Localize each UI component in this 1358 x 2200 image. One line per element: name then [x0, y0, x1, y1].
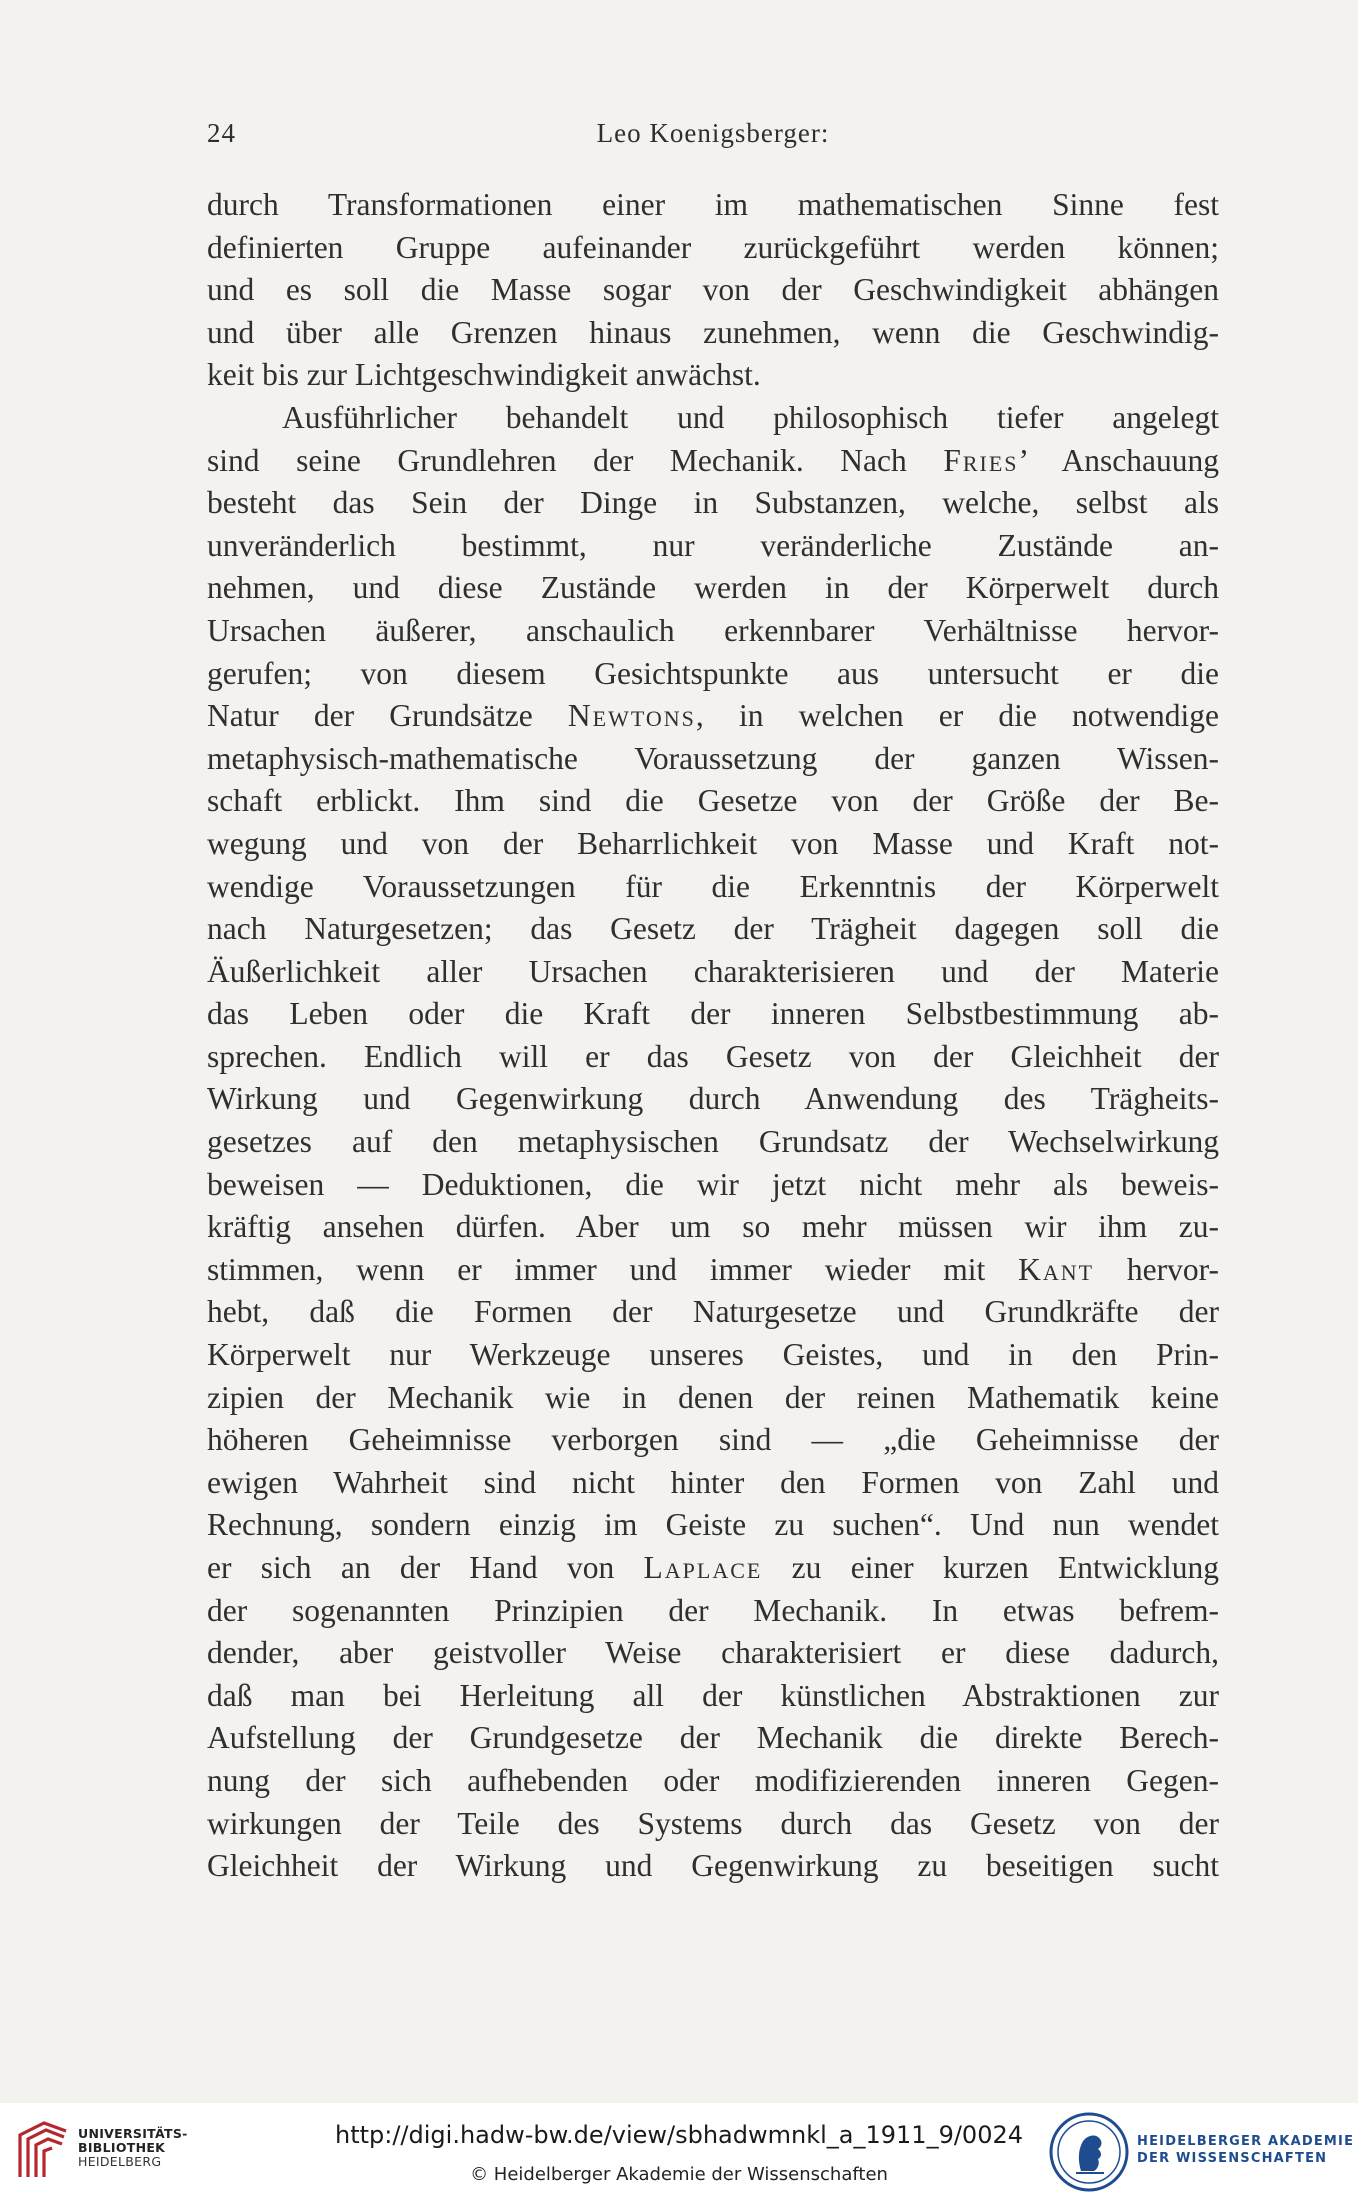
text-line: [207, 1249, 1219, 1292]
text-run: wegung und von der Beharrlichkeit von Masse und Kraft not-: [207, 825, 1219, 861]
text-line: [207, 1206, 1219, 1249]
text-line: [207, 780, 1219, 823]
text-line: [207, 482, 1219, 525]
text-run: dender, aber geistvoller Weise charakterisiert er diese dadurch,: [207, 1635, 1219, 1671]
text-run: Aufstellung der Grundgesetze der Mechanik die direkte Berech-: [207, 1720, 1219, 1756]
text-run: durch Transformationen einer im mathematischen Sinne fest: [207, 187, 1219, 222]
text-run: zipien der Mechanik wie in denen der reinen Mathematik keine: [207, 1379, 1219, 1415]
text-line: [207, 653, 1219, 696]
text-line: [207, 525, 1219, 568]
text-run: besteht das Sein der Dinge in Substanzen, welche, selbst als: [207, 485, 1219, 521]
text-line: [207, 1462, 1219, 1505]
text-line: [207, 1632, 1219, 1675]
text-run: unveränderlich bestimmt, nur veränderliche Zustände an-: [207, 527, 1219, 563]
text-line: [207, 1036, 1219, 1079]
text-run: nung der sich aufhebenden oder modifizierenden inneren Gegen-: [207, 1762, 1219, 1798]
text-run: Ursachen äußerer, anschaulich erkennbarer Verhältnisse hervor-: [207, 612, 1219, 648]
text-run: Wirkung und Gegenwirkung durch Anwendung des Trägheits-: [207, 1081, 1219, 1117]
text-line: [207, 1334, 1219, 1377]
text-run: Rechnung, sondern einzig im Geiste zu suchen“. Und nun wendet: [207, 1507, 1219, 1543]
page-header: [207, 118, 1219, 158]
text-line: [207, 908, 1219, 951]
text-line: [207, 1845, 1219, 1888]
text-run: ewigen Wahrheit sind nicht hinter den Formen von Zahl und: [207, 1464, 1219, 1500]
text-line: [207, 1717, 1219, 1760]
text-line: [207, 610, 1219, 653]
text-line: [207, 1078, 1219, 1121]
text-run: keit bis zur Lichtgeschwindigkeit anwächst.: [207, 357, 761, 393]
text-line: [207, 227, 1219, 270]
running-head: Leo Koenigsberger:: [596, 118, 830, 148]
person-name: Fries: [943, 442, 1019, 478]
text-run: wendige Voraussetzungen für die Erkenntnis der Körperwelt: [207, 868, 1219, 904]
text-run: Äußerlichkeit aller Ursachen charakterisieren und der Materie: [207, 953, 1219, 989]
text-run: hervor-: [1094, 1251, 1219, 1287]
person-name: Kant: [1018, 1251, 1095, 1287]
text-line: [207, 1164, 1219, 1207]
text-line: [207, 1590, 1219, 1633]
text-run: Gleichheit der Wirkung und Gegenwirkung zu beseitigen sucht: [207, 1848, 1219, 1884]
text-line: [207, 1504, 1219, 1547]
footer-bar: [0, 2103, 1358, 2200]
text-run: beweisen — Deduktionen, die wir jetzt nicht mehr als beweis-: [207, 1166, 1219, 1202]
university-library-name: UNIVERSITÄTS- BIBLIOTHEK HEIDELBERG: [78, 2126, 188, 2169]
text-line: [207, 184, 1219, 227]
text-run: gerufen; von diesem Gesichtspunkte aus untersucht er die: [207, 655, 1219, 691]
text-run: nehmen, und diese Zustände werden in der Körperwelt durch: [207, 570, 1219, 606]
text-run: nach Naturgesetzen; das Gesetz der Trägheit dagegen soll die: [207, 911, 1219, 947]
text-run: daß man bei Herleitung all der künstlichen Abstraktionen zur: [207, 1677, 1219, 1713]
text-run: Natur der Grundsätze: [207, 698, 568, 734]
text-run: metaphysisch-mathematische Voraussetzung der ganzen Wissen-: [207, 740, 1219, 776]
text-line: [207, 993, 1219, 1036]
text-line: [207, 738, 1219, 781]
text-run: sprechen. Endlich will er das Gesetz von der Gleichheit der: [207, 1038, 1219, 1074]
text-line: [207, 1419, 1219, 1462]
text-line: [207, 695, 1219, 738]
text-run: Ausführlicher behandelt und philosophisch tiefer angelegt: [282, 399, 1219, 435]
text-line: [207, 269, 1219, 312]
text-run: und über alle Grenzen hinaus zunehmen, wenn die Geschwindig-: [207, 314, 1219, 350]
text-run: gesetzes auf den metaphysischen Grundsatz der Wechselwirkung: [207, 1124, 1219, 1160]
text-line: [207, 1803, 1219, 1846]
text-run: höheren Geheimnisse verborgen sind — „die Geheimnisse der: [207, 1422, 1219, 1458]
text-run: definierten Gruppe aufeinander zurückgeführt werden können;: [207, 229, 1219, 265]
text-run: wirkungen der Teile des Systems durch das Gesetz von der: [207, 1805, 1219, 1841]
text-run: er sich an der Hand von: [207, 1550, 644, 1585]
body-text: [207, 184, 1219, 1888]
text-line: [207, 1291, 1219, 1334]
text-run: Körperwelt nur Werkzeuge unseres Geistes, und in den Prin-: [207, 1337, 1219, 1373]
text-line: [207, 1675, 1219, 1718]
text-line: [207, 1547, 1219, 1590]
text-line: [207, 354, 1219, 397]
text-run: und es soll die Masse sogar von der Geschwindigkeit abhängen: [207, 272, 1219, 308]
person-name: Newtons: [567, 698, 696, 734]
text-run: hebt, daß die Formen der Naturgesetze und Grundkräfte der: [207, 1294, 1219, 1330]
text-line: [207, 440, 1219, 483]
text-run: sind seine Grundlehren der Mechanik. Nach: [207, 442, 944, 478]
text-line: [207, 1377, 1219, 1420]
text-run: stimmen, wenn er immer und immer wieder mit: [207, 1251, 1019, 1287]
text-line: [207, 397, 1219, 440]
text-run: ’ Anschauung: [1018, 442, 1219, 478]
text-run: , in welchen er die notwendige: [695, 698, 1219, 734]
text-line: [207, 951, 1219, 994]
text-line: [207, 1121, 1219, 1164]
academy-name: HEIDELBERGER AKADEMIE DER WISSENSCHAFTEN: [1137, 2134, 1355, 2166]
text-line: [207, 567, 1219, 610]
page-number: 24: [207, 118, 236, 148]
text-line: [207, 866, 1219, 909]
text-line: [207, 823, 1219, 866]
academy-seal-icon: [1048, 2111, 1130, 2193]
text-run: das Leben oder die Kraft der inneren Selbstbestimmung ab-: [207, 996, 1219, 1032]
text-run: der sogenannten Prinzipien der Mechanik. In etwas befrem-: [207, 1592, 1219, 1628]
copyright-notice: © Heidelberger Akademie der Wissenschaften: [470, 2164, 888, 2185]
text-run: kräftig ansehen dürfen. Aber um so mehr müssen wir ihm zu-: [207, 1209, 1219, 1245]
text-run: schaft erblickt. Ihm sind die Gesetze von der Größe der Be-: [207, 783, 1219, 819]
document-url-link[interactable]: http://digi.hadw-bw.de/view/sbhadwmnkl_a_1911_9/0024: [334, 2121, 1024, 2149]
text-line: [207, 312, 1219, 355]
text-run: zu einer kurzen Entwicklung: [762, 1550, 1219, 1585]
person-name: Laplace: [643, 1550, 763, 1585]
text-line: [207, 1760, 1219, 1803]
